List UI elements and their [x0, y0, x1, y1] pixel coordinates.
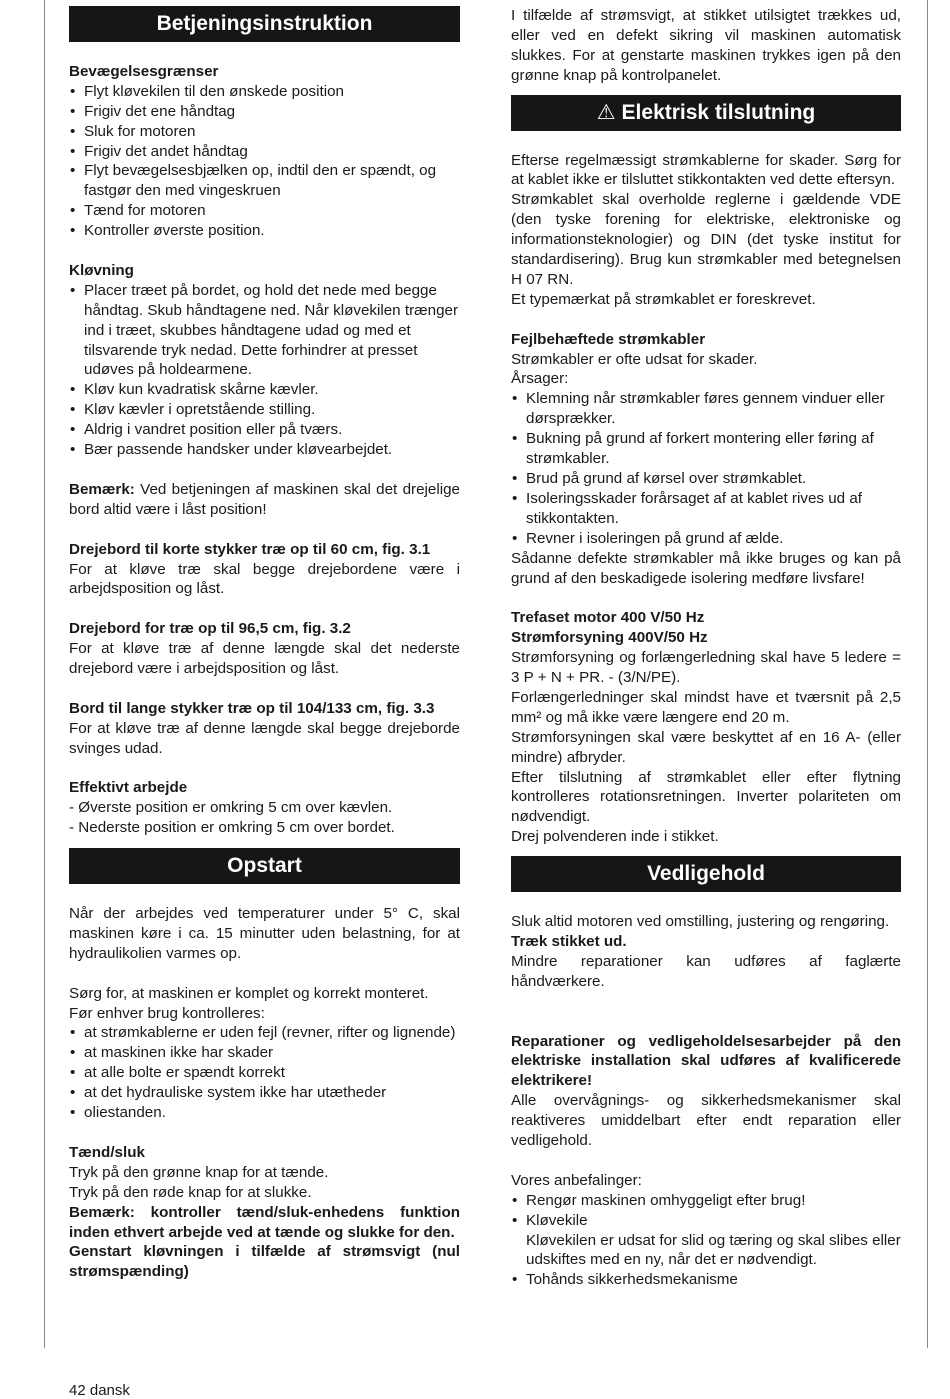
list-item: • Kontroller øverste position. [69, 221, 460, 241]
klovning-list [69, 281, 460, 460]
paragraph: Før enhver brug kontrolleres: [69, 1004, 265, 1022]
paragraph: Drej polvenderen inde i stikket. [511, 828, 719, 846]
bevaegelse-list [69, 82, 460, 241]
list-item: • oliestanden. [69, 1103, 460, 1123]
list-item: • Kløv kun kvadratisk skårne kævler. [69, 380, 460, 400]
list-item: • Frigiv det ene håndtag [69, 102, 460, 122]
paragraph: Strømkabler er ofte udsat for skader. [511, 350, 758, 368]
section-title-drejebord-96: Drejebord for træ op til 96,5 cm, fig. 3.2 [69, 620, 351, 638]
paragraph: Når der arbejdes ved temperaturer under 5° C, skal maskinen køre i ca. 15 minutter uden belastning, for at hydraulikolien varmes op. [69, 905, 460, 962]
paragraph: Alle overvågnings- og sikkerhedsmekanismer skal reaktiveres umiddelbart efter endt reparation eller vedligehold. [511, 1092, 901, 1150]
note-paragraph [69, 480, 460, 520]
paragraph-bold: Reparationer og vedligeholdelsesarbejder på den elektriske installation skal udføres af kvalificerede elektrikere! [511, 1032, 901, 1090]
list-item: • at strømkablerne er uden fejl (revner, rifter og lignende) [69, 1023, 460, 1043]
list-item: • Sluk for motoren [69, 122, 460, 142]
section-title-effektivt-arbejde: Effektivt arbejde [69, 779, 188, 797]
heading-vedligehold: Vedligehold [511, 856, 901, 892]
section-title-trefaset: Trefaset motor 400 V/50 Hz [511, 609, 705, 627]
heading-elektrisk-tilslutning [511, 95, 901, 131]
anbefalinger-list [511, 1191, 901, 1291]
paragraph: Efter tilslutning af strømkablet eller efter flytning kontrolleres rotationsretningen. Inverter polariteten om nødvendigt. [511, 768, 901, 826]
paragraph: - Øverste position er omkring 5 cm over kævlen. [69, 799, 393, 817]
section-title-fejlbehaeftede: Fejlbehæftede strømkabler [511, 330, 706, 348]
left-column [69, 6, 460, 1282]
list-item: • Bær passende handsker under kløvearbejdet. [69, 440, 460, 460]
paragraph: Tryk på den røde knap for at slukke. [69, 1183, 312, 1201]
section-title-stromforsyning: Strømforsyning 400V/50 Hz [511, 629, 708, 647]
paragraph: Et typemærkat på strømkablet er foreskrevet. [511, 290, 816, 308]
paragraph: Sørg for, at maskinen er komplet og korrekt monteret. [69, 984, 429, 1002]
note-label: Bemærk: [69, 480, 135, 498]
list-item: • Frigiv det andet håndtag [69, 142, 460, 162]
paragraph-bold: Bemærk: kontroller tænd/sluk-enhedens funktion inden ethvert arbejde ved at tænde og slukke for den. [69, 1203, 460, 1241]
list-item: • Tohånds sikkerhedsmekanisme [511, 1270, 901, 1290]
paragraph: Efterse regelmæssigt strømkablerne for skader. Sørg for at kablet ikke er tilsluttet stikkontakten ved dette eftersyn. [511, 151, 901, 189]
list-item: • Revner i isoleringen på grund af ælde. [511, 529, 901, 549]
paragraph: Sluk altid motoren ved omstilling, justering og rengøring. [511, 913, 890, 931]
paragraph: Strømforsyningen skal være beskyttet af en 16 A- (eller mindre) afbryder. [511, 728, 901, 766]
list-item: • Flyt kløvekilen til den ønskede position [69, 82, 460, 102]
paragraph: For at kløve træ skal begge drejebordene være i arbejdsposition og låst. [69, 560, 460, 598]
right-margin-rule [927, 0, 928, 1348]
heading-text: Elektrisk tilslutning [621, 100, 816, 124]
list-item: • at det hydrauliske system ikke har utætheder [69, 1083, 460, 1103]
paragraph: Forlængerledninger skal mindst have et tværsnit på 2,5 mm² og må ikke være længere end 20 m. [511, 688, 901, 726]
paragraph: Strømkablet skal overholde reglerne i gældende VDE (den tyske forening for elektriske, elektroniske og informationsteknologier) og DIN (det tyske institut for standardisering). Brug kun strømkabler med betegnelsen H 07 RN. [511, 191, 901, 288]
paragraph-bold: Genstart kløvningen i tilfælde af strømsvigt (nul strømspænding) [69, 1243, 460, 1281]
left-margin-rule [44, 0, 45, 1348]
list-item: • Tænd for motoren [69, 201, 460, 221]
list-item: • Flyt bevægelsesbjælken op, indtil den er spændt, og fastgør den med vingeskruen [69, 161, 460, 201]
list-item: • Isoleringsskader forårsaget af at kablet rives ud af stikkontakten. [511, 489, 901, 529]
right-column [511, 6, 901, 1290]
paragraph: Sådanne defekte strømkabler må ikke bruges og kan på grund af den beskadigede isolering medføre livsfare! [511, 549, 901, 587]
paragraph: - Nederste position er omkring 5 cm over bordet. [69, 819, 395, 837]
warning-triangle-icon: ⚠ [596, 100, 616, 124]
paragraph: Mindre reparationer kan udføres af faglærte håndværkere. [511, 952, 901, 990]
section-title-klovning: Kløvning [69, 261, 134, 279]
list-item: • Klemning når strømkabler føres gennem vinduer eller dørsprækker. [511, 389, 901, 429]
heading-opstart: Opstart [69, 848, 460, 884]
section-title-bevaegelsesgraenser: Bevægelsesgrænser [69, 62, 219, 80]
list-item [511, 1211, 901, 1271]
heading-betjeningsinstruktion: Betjeningsinstruktion [69, 6, 460, 42]
paragraph: Strømforsyning og forlængerledning skal have 5 ledere = 3 P + N + PR. - (3/N/PE). [511, 649, 901, 687]
list-item: • at maskinen ikke har skader [69, 1043, 460, 1063]
list-item: • Rengør maskinen omhyggeligt efter brug! [511, 1191, 901, 1211]
list-item: • Kløv kævler i opretstående stilling. [69, 400, 460, 420]
list-item: • Bukning på grund af forkert montering eller føring af strømkabler. [511, 429, 901, 469]
list-item: • Placer træet på bordet, og hold det nede med begge håndtag. Skub håndtagene ned. Når kløvekilen trænger ind i træet, skubbes håndtagene udad og med et tilsvarende tryk nedad. Dette forhindrer at presset udøves på holdearmene. [69, 281, 460, 381]
paragraph: Tryk på den grønne knap for at tænde. [69, 1163, 329, 1181]
section-title-bord-lange: Bord til lange stykker træ op til 104/133 cm, fig. 3.3 [69, 699, 435, 717]
list-item: • at alle bolte er spændt korrekt [69, 1063, 460, 1083]
section-title-drejebord-60: Drejebord til korte stykker træ op til 60 cm, fig. 3.1 [69, 540, 431, 558]
list-item-title: Kløvekile [526, 1211, 588, 1229]
paragraph: Årsager: [511, 370, 569, 388]
list-item-text: Kløvekilen er udsat for slid og tæring og skal slibes eller udskiftes med en ny, når det er nødvendigt. [526, 1231, 901, 1269]
list-item: • Brud på grund af kørsel over strømkablet. [511, 469, 901, 489]
paragraph: For at kløve træ af denne længde skal det nederste drejebord være i arbejdsposition og låst. [69, 640, 460, 678]
section-title-taend-sluk: Tænd/sluk [69, 1143, 145, 1161]
paragraph: For at kløve træ af denne længde skal begge drejeborde svinges udad. [69, 719, 460, 757]
paragraph-bold: Træk stikket ud. [511, 933, 627, 950]
paragraph: I tilfælde af strømsvigt, at stikket utilsigtet trækkes ud, eller ved en defekt sikring vil maskinen automatisk slukkes. For at genstarte maskinen trykkes igen på den grønne knap på kontrolpanelet. [511, 7, 901, 84]
fejl-list [511, 389, 901, 548]
paragraph: Vores anbefalinger: [511, 1171, 642, 1189]
opstart-checklist [69, 1023, 460, 1123]
note-text: Ved betjeningen af maskinen skal det drejelige bord altid være i låst position! [69, 480, 460, 518]
list-item: • Aldrig i vandret position eller på tværs. [69, 420, 460, 440]
page-footer: 42 dansk [69, 1382, 130, 1399]
